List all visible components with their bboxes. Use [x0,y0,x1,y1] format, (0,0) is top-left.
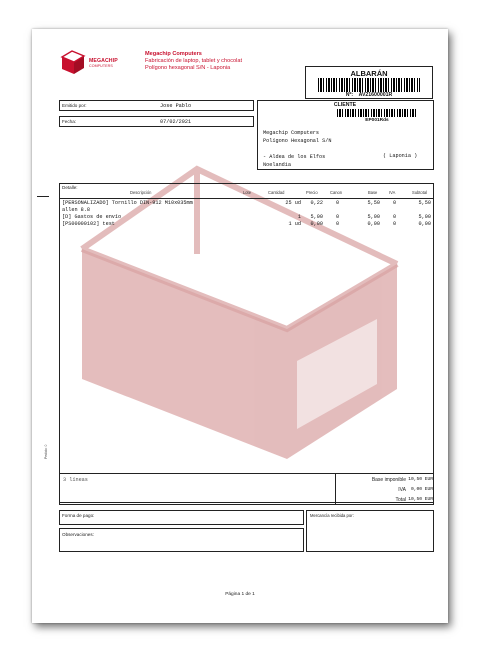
document-number-line [306,92,432,98]
client-region: ( Laponia ) [383,153,418,159]
row-quantity: 1 [297,214,301,220]
client-line: - Aldea de los Elfos [263,154,326,160]
table-row [60,221,433,229]
row-discount: 0 [336,214,340,220]
base-value: 10,50 EUR [408,477,433,482]
row-discount: 0 [336,221,340,227]
col-discount: Canon [330,190,343,195]
total-label: Total [395,497,406,503]
base-label: Base imponible [371,477,406,483]
company-address: Polígono hexagonal S/N - Laponia [145,65,231,71]
document-number: AV21600001R [358,92,393,98]
company-name: Megachip Computers [145,51,202,57]
payment-label: Forma de pago: [62,513,95,518]
row-base: 0,00 [367,221,380,227]
col-quantity: Cantidad [268,190,285,195]
row-price: 5,00 [310,214,323,220]
document-page [32,29,448,623]
vat-value: 0,00 EUR [410,487,433,492]
row-price: 0,22 [310,200,323,206]
date-row [59,116,254,127]
col-subtotal: Subtotal [412,190,428,195]
row-description: [PERSONALIZADO] Tornillo DIN-912 M10x035mm [62,200,193,206]
client-address [263,129,332,169]
row-subtotal: 5,00 [418,214,431,220]
totals-divider [335,474,336,504]
client-barcode [337,109,417,117]
document-number-label: Nº: [345,92,354,98]
row-base: 5,00 [367,214,380,220]
document-title: ALBARÁN [350,69,388,78]
company-info [145,51,242,72]
table-row [60,200,433,214]
col-description: Descripción [130,190,152,195]
row-vat: 0 [393,221,397,227]
row-base: 5,50 [367,200,380,206]
side-note: Pedido: 0 [44,444,48,459]
issued-by-row [59,100,254,111]
client-line [263,145,332,153]
row-vat: 0 [393,214,397,220]
date-label: Fecha: [62,119,77,124]
document-barcode [318,78,420,92]
row-description: [PS00000102] test [62,221,115,227]
details-header [60,190,433,198]
lines-count: 3 líneas [63,477,88,483]
payment-box [59,510,304,525]
header-divider [60,198,433,199]
row-vat: 0 [393,200,397,206]
client-line: Megachip Computers [263,130,320,136]
row-quantity: 25 ud [285,200,301,206]
row-subtotal: 5,50 [418,200,431,206]
logo-line-2: COMPUTERS [89,64,113,69]
col-vat: IVA [389,190,396,195]
vat-label: IVA [398,487,406,493]
date-value: 07/02/2021 [160,118,192,125]
observations-box [59,528,304,552]
totals-box [59,473,434,505]
issued-by-label: Emitido por: [62,103,87,108]
received-box [306,510,434,552]
details-label: Detalle: [62,185,78,190]
issued-by-value: Jose Pablo [160,102,192,109]
observations-label: Observaciones: [62,532,94,537]
client-line: Polígono Hexagonal S/N [263,138,332,144]
details-table [59,183,434,503]
col-lot: Lote [243,190,251,195]
company-tagline: Fabricación de laptop, tablet y chocolat [145,58,243,64]
logo-line-1: MEGACHIP [89,58,118,64]
page-number: Página 1 de 1 [225,592,255,597]
client-title: CLIENTE [333,102,357,108]
row-description: [D] Gastos de envío [62,214,122,220]
company-logo-icon [60,49,86,75]
row-discount: 0 [336,200,340,206]
received-label: Mercancía recibida por: [310,513,354,518]
margin-mark [37,196,49,197]
client-line: Noelandia [263,162,292,168]
col-price: Precio [306,190,318,195]
row-subtotal: 0,00 [418,221,431,227]
total-value: 10,50 EUR [408,497,433,502]
row-quantity: 1 ud [288,221,301,227]
row-description-2: allen 8.8 [62,207,91,213]
client-box [257,100,434,170]
client-code: EP001Rds [365,118,389,123]
row-price: 0,00 [310,221,323,227]
logo-wordmark [89,59,118,69]
col-base: Base [368,190,378,195]
document-title-box [305,66,433,99]
